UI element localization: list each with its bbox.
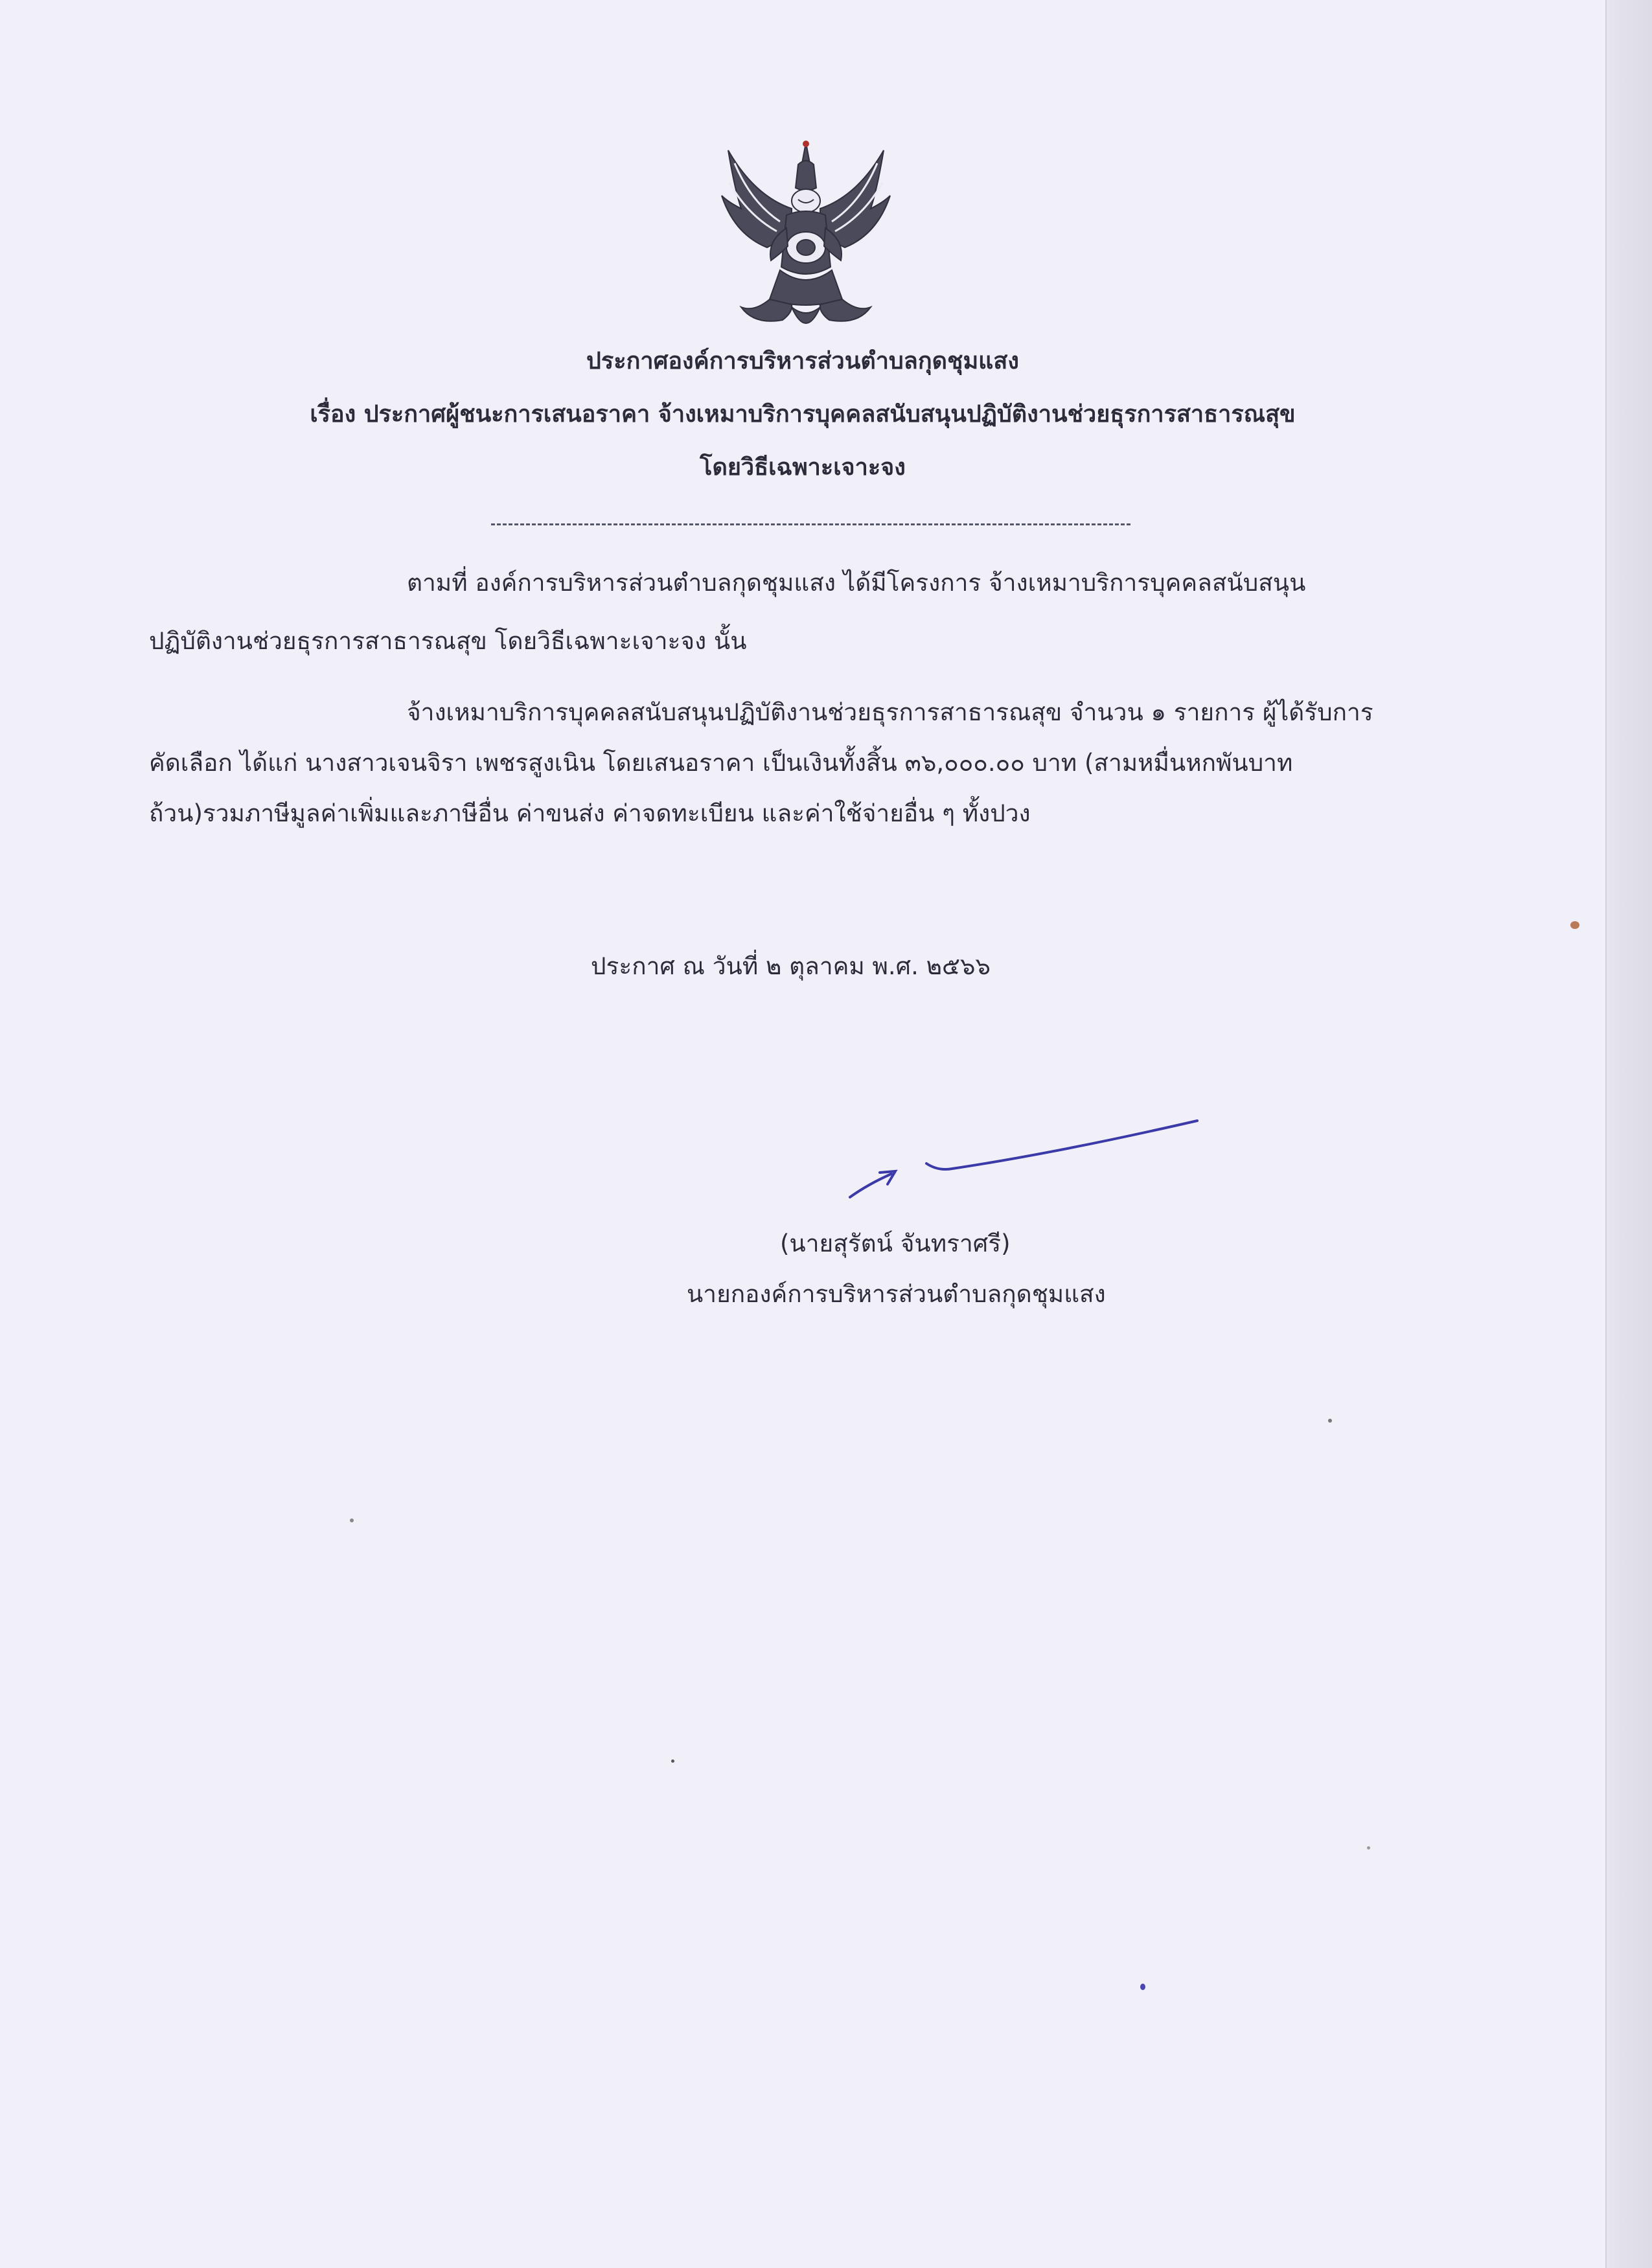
signatory-position: นายกองค์การบริหารส่วนตำบลกุดชุมแสง: [687, 1280, 1106, 1308]
announcement-subject: เรื่อง ประกาศผู้ชนะการเสนอราคา จ้างเหมาบริการบุคคลสนับสนุนปฏิบัติงานช่วยธุรการสาธารณสุข: [310, 401, 1296, 428]
paper-speck: [350, 1518, 354, 1522]
announcement-date: ประกาศ ณ วันที่ ๒ ตุลาคม พ.ศ. ๒๕๖๖: [591, 952, 991, 980]
paper-speck: [1367, 1846, 1370, 1850]
announcement-title: ประกาศองค์การบริหารส่วนตำบลกุดชุมแสง: [586, 348, 1019, 374]
paper-speck: [1140, 1984, 1145, 1990]
paragraph-1-line-2: ปฏิบัติงานช่วยธุรการสาธารณสุข โดยวิธีเฉพาะเจาะจง นั้น: [149, 627, 747, 655]
paragraph-2-line-3: ถ้วน)รวมภาษีมูลค่าเพิ่มและภาษีอื่น ค่าขนส่ง ค่าจดทะเบียน และค่าใช้จ่ายอื่น ๆ ทั้งปวง: [149, 799, 1031, 827]
handwritten-signature: [842, 1114, 1205, 1205]
paper-speck: [671, 1759, 674, 1763]
signatory-name: (นายสุรัตน์ จันทราศรี): [780, 1230, 1011, 1257]
paragraph-2-line-2: คัดเลือก ได้แก่ นางสาวเจนจิรา เพชรสูงเนิน โดยเสนอราคา เป็นเงินทั้งสิ้น ๓๖,๐๐๐.๐๐ บาท (สามหมื่นหกพันบาท: [149, 749, 1293, 777]
page-edge: [1605, 0, 1652, 2268]
procurement-method: โดยวิธีเฉพาะเจาะจง: [700, 454, 906, 481]
paper-speck: [1328, 1419, 1332, 1423]
divider-line: [491, 523, 1130, 525]
garuda-emblem: [715, 137, 897, 341]
paper-speck: [1570, 921, 1579, 929]
paragraph-1-line-1: ตามที่ องค์การบริหารส่วนตำบลกุดชุมแสง ได้มีโครงการ จ้างเหมาบริการบุคคลสนับสนุน: [407, 569, 1306, 597]
paragraph-2-line-1: จ้างเหมาบริการบุคคลสนับสนุนปฏิบัติงานช่วยธุรการสาธารณสุข จำนวน ๑ รายการ ผู้ได้รับการ: [407, 698, 1373, 726]
